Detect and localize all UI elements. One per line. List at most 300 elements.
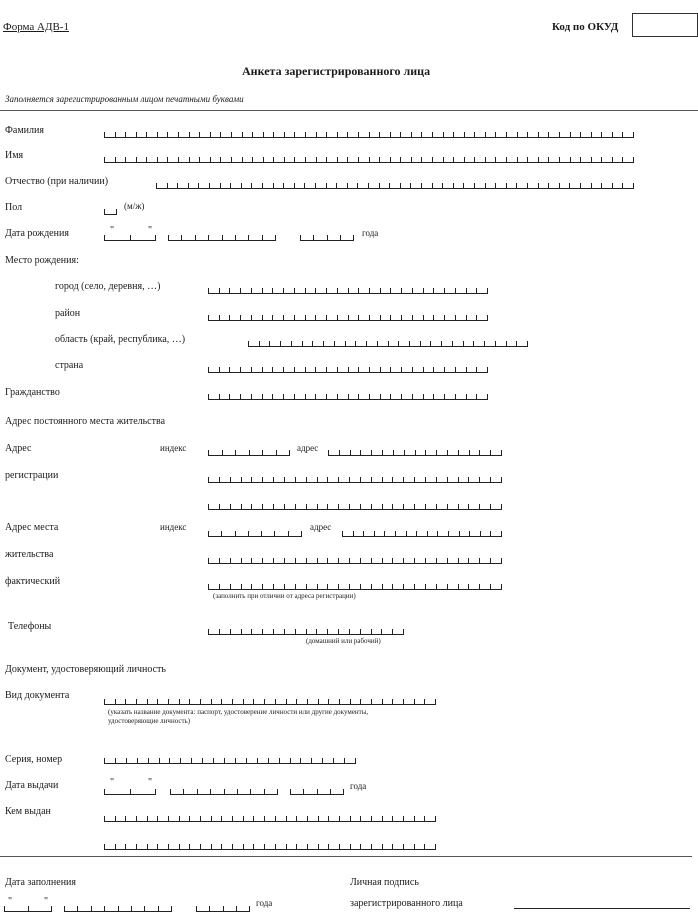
cell-tick bbox=[338, 629, 339, 634]
cell-tick bbox=[420, 341, 421, 346]
cell-tick bbox=[305, 288, 306, 293]
cell-tick bbox=[300, 235, 301, 240]
cell-tick bbox=[347, 132, 348, 137]
cell-tick bbox=[241, 477, 242, 482]
cell-tick bbox=[622, 157, 623, 162]
cell-tick bbox=[358, 288, 359, 293]
cell-tick bbox=[209, 906, 210, 911]
cell-tick bbox=[157, 157, 158, 162]
cell-tick bbox=[290, 789, 291, 794]
cell-tick bbox=[208, 315, 209, 320]
cell-tick bbox=[580, 132, 581, 137]
cell-tick bbox=[104, 844, 105, 849]
cell-tick bbox=[229, 394, 230, 399]
patronymic-field[interactable] bbox=[156, 184, 634, 189]
cell-tick bbox=[257, 758, 258, 763]
cell-tick bbox=[211, 699, 212, 704]
cell-tick bbox=[284, 477, 285, 482]
name-field[interactable] bbox=[104, 158, 634, 163]
cell-tick bbox=[348, 288, 349, 293]
cell-tick bbox=[296, 699, 297, 704]
cell-tick bbox=[447, 504, 448, 509]
cell-tick bbox=[211, 816, 212, 821]
cell-tick bbox=[253, 844, 254, 849]
cell-tick bbox=[382, 699, 383, 704]
cell-tick bbox=[400, 183, 401, 188]
cell-tick bbox=[312, 341, 313, 346]
cell-tick bbox=[601, 132, 602, 137]
cell-tick bbox=[548, 183, 549, 188]
cell-tick bbox=[436, 504, 437, 509]
cell-tick bbox=[219, 558, 220, 563]
cell-tick bbox=[316, 157, 317, 162]
actual-address-field-2[interactable] bbox=[208, 559, 502, 564]
cell-tick bbox=[315, 288, 316, 293]
name-label: Имя bbox=[5, 150, 24, 161]
cell-tick bbox=[274, 531, 275, 536]
okud-code-box[interactable] bbox=[632, 13, 698, 37]
issue-month-field[interactable] bbox=[170, 790, 278, 795]
cell-tick bbox=[358, 367, 359, 372]
cell-tick bbox=[458, 584, 459, 589]
cell-tick bbox=[259, 341, 260, 346]
cell-tick bbox=[188, 183, 189, 188]
cell-tick bbox=[210, 157, 211, 162]
cell-tick bbox=[371, 558, 372, 563]
sex-field[interactable] bbox=[104, 210, 117, 215]
cell-tick bbox=[230, 584, 231, 589]
cell-tick bbox=[343, 789, 344, 794]
cell-tick bbox=[125, 132, 126, 137]
cell-tick bbox=[327, 477, 328, 482]
birth-district-field[interactable] bbox=[208, 316, 488, 321]
cell-tick bbox=[400, 132, 401, 137]
cell-tick bbox=[357, 183, 358, 188]
cell-tick bbox=[261, 531, 262, 536]
cell-tick bbox=[452, 341, 453, 346]
cell-tick bbox=[485, 183, 486, 188]
cell-tick bbox=[249, 450, 250, 455]
cell-tick bbox=[506, 132, 507, 137]
cell-tick bbox=[466, 367, 467, 372]
cell-tick bbox=[414, 584, 415, 589]
cell-tick bbox=[393, 450, 394, 455]
cell-tick bbox=[251, 394, 252, 399]
cell-tick bbox=[369, 367, 370, 372]
birth-day-close-quote: " bbox=[148, 225, 153, 236]
cell-tick bbox=[199, 132, 200, 137]
cell-tick bbox=[353, 235, 354, 240]
cell-tick bbox=[338, 477, 339, 482]
cell-tick bbox=[447, 477, 448, 482]
cell-tick bbox=[115, 157, 116, 162]
cell-tick bbox=[318, 844, 319, 849]
cell-tick bbox=[403, 584, 404, 589]
cell-tick bbox=[248, 235, 249, 240]
birth-day-open-quote: " bbox=[110, 225, 115, 236]
birth-country-field[interactable] bbox=[208, 368, 488, 373]
cell-tick bbox=[348, 394, 349, 399]
cell-tick bbox=[326, 367, 327, 372]
cell-tick bbox=[327, 558, 328, 563]
cell-tick bbox=[516, 341, 517, 346]
cell-tick bbox=[91, 906, 92, 911]
birth-region-field[interactable] bbox=[248, 342, 528, 347]
cell-tick bbox=[284, 558, 285, 563]
cell-tick bbox=[371, 699, 372, 704]
cell-tick bbox=[28, 906, 29, 911]
cell-tick bbox=[306, 477, 307, 482]
fill-date-label: Дата заполнения bbox=[5, 877, 76, 888]
citizenship-field[interactable] bbox=[208, 395, 488, 400]
cell-tick bbox=[208, 629, 209, 634]
cell-tick bbox=[463, 341, 464, 346]
cell-tick bbox=[479, 477, 480, 482]
cell-tick bbox=[231, 157, 232, 162]
cell-tick bbox=[253, 699, 254, 704]
cell-tick bbox=[612, 132, 613, 137]
cell-tick bbox=[401, 315, 402, 320]
cell-tick bbox=[339, 844, 340, 849]
cell-tick bbox=[136, 157, 137, 162]
cell-tick bbox=[336, 183, 337, 188]
cell-tick bbox=[327, 584, 328, 589]
cell-tick bbox=[466, 315, 467, 320]
cell-tick bbox=[300, 758, 301, 763]
cell-tick bbox=[131, 906, 132, 911]
cell-tick bbox=[168, 816, 169, 821]
cell-tick bbox=[447, 584, 448, 589]
cell-tick bbox=[374, 531, 375, 536]
cell-tick bbox=[213, 758, 214, 763]
fill-year-field[interactable] bbox=[196, 907, 250, 912]
document-type-field[interactable] bbox=[104, 700, 436, 705]
cell-tick bbox=[371, 504, 372, 509]
cell-tick bbox=[337, 132, 338, 137]
cell-tick bbox=[392, 816, 393, 821]
cell-tick bbox=[221, 699, 222, 704]
cell-tick bbox=[360, 584, 361, 589]
cell-tick bbox=[315, 183, 316, 188]
sex-hint: (м/ж) bbox=[124, 201, 145, 211]
cell-tick bbox=[400, 157, 401, 162]
cell-tick bbox=[330, 789, 331, 794]
fill-year-suffix: года bbox=[256, 898, 273, 908]
cell-tick bbox=[241, 183, 242, 188]
cell-tick bbox=[453, 183, 454, 188]
cell-tick bbox=[322, 758, 323, 763]
cell-tick bbox=[453, 157, 454, 162]
cell-tick bbox=[527, 132, 528, 137]
issue-day-field[interactable] bbox=[104, 790, 156, 795]
cell-tick bbox=[464, 132, 465, 137]
sex-label: Пол bbox=[5, 202, 23, 213]
footer-divider bbox=[0, 856, 692, 857]
cell-tick bbox=[559, 157, 560, 162]
issue-day-open-quote: " bbox=[110, 777, 115, 788]
cell-tick bbox=[516, 183, 517, 188]
cell-tick bbox=[390, 288, 391, 293]
cell-tick bbox=[224, 789, 225, 794]
cell-tick bbox=[379, 132, 380, 137]
cell-tick bbox=[444, 394, 445, 399]
cell-tick bbox=[262, 315, 263, 320]
cell-tick bbox=[284, 132, 285, 137]
cell-tick bbox=[200, 844, 201, 849]
cell-tick bbox=[178, 132, 179, 137]
cell-tick bbox=[447, 558, 448, 563]
cell-tick bbox=[455, 288, 456, 293]
cell-tick bbox=[350, 699, 351, 704]
cell-tick bbox=[350, 816, 351, 821]
cell-tick bbox=[355, 341, 356, 346]
cell-tick bbox=[479, 504, 480, 509]
cell-tick bbox=[219, 504, 220, 509]
cell-tick bbox=[183, 789, 184, 794]
cell-tick bbox=[179, 816, 180, 821]
cell-tick bbox=[208, 450, 209, 455]
cell-tick bbox=[275, 816, 276, 821]
cell-tick bbox=[197, 789, 198, 794]
cell-tick bbox=[334, 341, 335, 346]
cell-tick bbox=[480, 531, 481, 536]
cell-tick bbox=[296, 844, 297, 849]
signature-line[interactable] bbox=[514, 908, 690, 909]
cell-tick bbox=[235, 758, 236, 763]
cell-tick bbox=[403, 629, 404, 634]
cell-tick bbox=[243, 844, 244, 849]
cell-tick bbox=[272, 315, 273, 320]
cell-tick bbox=[506, 341, 507, 346]
cell-tick bbox=[232, 699, 233, 704]
cell-tick bbox=[423, 288, 424, 293]
birth-month-field[interactable] bbox=[168, 236, 276, 241]
fill-day-field[interactable] bbox=[4, 907, 52, 912]
cell-tick bbox=[403, 844, 404, 849]
cell-tick bbox=[358, 132, 359, 137]
cell-tick bbox=[295, 504, 296, 509]
phones-field[interactable] bbox=[208, 630, 404, 635]
document-type-label: Вид документа bbox=[5, 690, 70, 701]
cell-tick bbox=[243, 699, 244, 704]
cell-tick bbox=[220, 157, 221, 162]
cell-tick bbox=[490, 584, 491, 589]
cell-tick bbox=[306, 558, 307, 563]
cell-tick bbox=[224, 758, 225, 763]
cell-tick bbox=[157, 699, 158, 704]
cell-tick bbox=[436, 558, 437, 563]
cell-tick bbox=[347, 157, 348, 162]
cell-tick bbox=[401, 288, 402, 293]
cell-tick bbox=[612, 183, 613, 188]
cell-tick bbox=[601, 157, 602, 162]
cell-tick bbox=[469, 450, 470, 455]
actual-label-line2: жительства bbox=[5, 549, 54, 560]
cell-tick bbox=[262, 367, 263, 372]
surname-field[interactable] bbox=[104, 133, 634, 138]
cell-tick bbox=[136, 699, 137, 704]
cell-tick bbox=[401, 394, 402, 399]
cell-tick bbox=[315, 315, 316, 320]
cell-tick bbox=[527, 341, 528, 346]
cell-tick bbox=[240, 288, 241, 293]
cell-tick bbox=[146, 132, 147, 137]
cell-tick bbox=[252, 157, 253, 162]
cell-tick bbox=[444, 288, 445, 293]
cell-tick bbox=[458, 558, 459, 563]
cell-tick bbox=[130, 235, 131, 240]
cell-tick bbox=[241, 504, 242, 509]
cell-tick bbox=[427, 531, 428, 536]
cell-tick bbox=[126, 758, 127, 763]
cell-tick bbox=[262, 584, 263, 589]
fill-month-field[interactable] bbox=[64, 907, 172, 912]
phones-label: Телефоны bbox=[8, 621, 52, 632]
cell-tick bbox=[219, 629, 220, 634]
cell-tick bbox=[423, 394, 424, 399]
cell-tick bbox=[251, 367, 252, 372]
cell-tick bbox=[284, 504, 285, 509]
cell-tick bbox=[447, 450, 448, 455]
phones-note: (домашний или рабочий) bbox=[306, 637, 381, 645]
cell-tick bbox=[159, 758, 160, 763]
registration-address-field-2[interactable] bbox=[208, 478, 502, 483]
birth-city-field[interactable] bbox=[208, 289, 488, 294]
cell-tick bbox=[264, 844, 265, 849]
cell-tick bbox=[388, 341, 389, 346]
issued-by-field-1[interactable] bbox=[104, 817, 436, 822]
address-section-label: Адрес постоянного места жительства bbox=[5, 416, 166, 427]
cell-tick bbox=[360, 504, 361, 509]
cell-tick bbox=[306, 504, 307, 509]
form-name: Форма АДВ-1 bbox=[3, 21, 69, 33]
cell-tick bbox=[339, 816, 340, 821]
cell-tick bbox=[390, 367, 391, 372]
birth-place-label: Место рождения: bbox=[5, 255, 79, 266]
cell-tick bbox=[273, 183, 274, 188]
birth-day-field[interactable] bbox=[104, 236, 156, 241]
cell-tick bbox=[435, 844, 436, 849]
cell-tick bbox=[380, 288, 381, 293]
cell-tick bbox=[466, 394, 467, 399]
cell-tick bbox=[369, 132, 370, 137]
cell-tick bbox=[294, 315, 295, 320]
cell-tick bbox=[136, 816, 137, 821]
cell-tick bbox=[415, 450, 416, 455]
cell-tick bbox=[345, 341, 346, 346]
cell-tick bbox=[490, 531, 491, 536]
issued-by-field-2[interactable] bbox=[104, 845, 436, 850]
cell-tick bbox=[501, 558, 502, 563]
cell-tick bbox=[294, 288, 295, 293]
cell-tick bbox=[313, 235, 314, 240]
cell-tick bbox=[179, 844, 180, 849]
cell-tick bbox=[412, 315, 413, 320]
cell-tick bbox=[221, 844, 222, 849]
cell-tick bbox=[412, 394, 413, 399]
cell-tick bbox=[360, 558, 361, 563]
cell-tick bbox=[104, 235, 105, 240]
cell-tick bbox=[487, 288, 488, 293]
actual-label-line3: фактический bbox=[5, 576, 61, 587]
cell-tick bbox=[272, 288, 273, 293]
cell-tick bbox=[633, 132, 634, 137]
registration-label-line1: Адрес bbox=[5, 443, 32, 454]
actual-index-field[interactable] bbox=[208, 532, 302, 537]
cell-tick bbox=[403, 477, 404, 482]
cell-tick bbox=[328, 699, 329, 704]
birth-city-label: город (село, деревня, …) bbox=[55, 281, 161, 292]
cell-tick bbox=[403, 504, 404, 509]
cell-tick bbox=[232, 816, 233, 821]
cell-tick bbox=[591, 157, 592, 162]
cell-tick bbox=[179, 699, 180, 704]
cell-tick bbox=[506, 157, 507, 162]
cell-tick bbox=[328, 450, 329, 455]
cell-tick bbox=[286, 816, 287, 821]
cell-tick bbox=[384, 531, 385, 536]
cell-tick bbox=[349, 629, 350, 634]
cell-tick bbox=[316, 629, 317, 634]
actual-address-field-1[interactable] bbox=[342, 532, 502, 537]
registration-address-field-3[interactable] bbox=[208, 505, 502, 510]
registration-address-field-1[interactable] bbox=[328, 451, 502, 456]
cell-tick bbox=[414, 504, 415, 509]
cell-tick bbox=[198, 183, 199, 188]
cell-tick bbox=[283, 288, 284, 293]
cell-tick bbox=[360, 816, 361, 821]
cell-tick bbox=[382, 844, 383, 849]
cell-tick bbox=[380, 394, 381, 399]
registration-index-field[interactable] bbox=[208, 451, 290, 456]
cell-tick bbox=[501, 450, 502, 455]
cell-tick bbox=[548, 157, 549, 162]
cell-tick bbox=[295, 584, 296, 589]
actual-address-field-3[interactable] bbox=[208, 585, 502, 590]
cell-tick bbox=[64, 906, 65, 911]
cell-tick bbox=[490, 477, 491, 482]
cell-tick bbox=[264, 699, 265, 704]
cell-tick bbox=[189, 699, 190, 704]
cell-tick bbox=[296, 816, 297, 821]
cell-tick bbox=[246, 758, 247, 763]
cell-tick bbox=[168, 235, 169, 240]
cell-tick bbox=[490, 504, 491, 509]
birth-year-field[interactable] bbox=[300, 236, 354, 241]
issue-year-field[interactable] bbox=[290, 790, 344, 795]
fill-day-close-quote: " bbox=[44, 896, 49, 907]
cell-tick bbox=[323, 341, 324, 346]
cell-tick bbox=[252, 132, 253, 137]
cell-tick bbox=[178, 157, 179, 162]
cell-tick bbox=[443, 132, 444, 137]
cell-tick bbox=[403, 558, 404, 563]
cell-tick bbox=[380, 367, 381, 372]
cell-tick bbox=[395, 531, 396, 536]
cell-tick bbox=[144, 906, 145, 911]
cell-tick bbox=[379, 157, 380, 162]
cell-tick bbox=[279, 758, 280, 763]
cell-tick bbox=[389, 183, 390, 188]
cell-tick bbox=[392, 558, 393, 563]
surname-label: Фамилия bbox=[5, 125, 44, 136]
document-series-field[interactable] bbox=[104, 759, 356, 764]
cell-tick bbox=[251, 183, 252, 188]
cell-tick bbox=[229, 315, 230, 320]
cell-tick bbox=[622, 132, 623, 137]
signature-label-line2: зарегистрированного лица bbox=[350, 898, 463, 909]
cell-tick bbox=[591, 132, 592, 137]
